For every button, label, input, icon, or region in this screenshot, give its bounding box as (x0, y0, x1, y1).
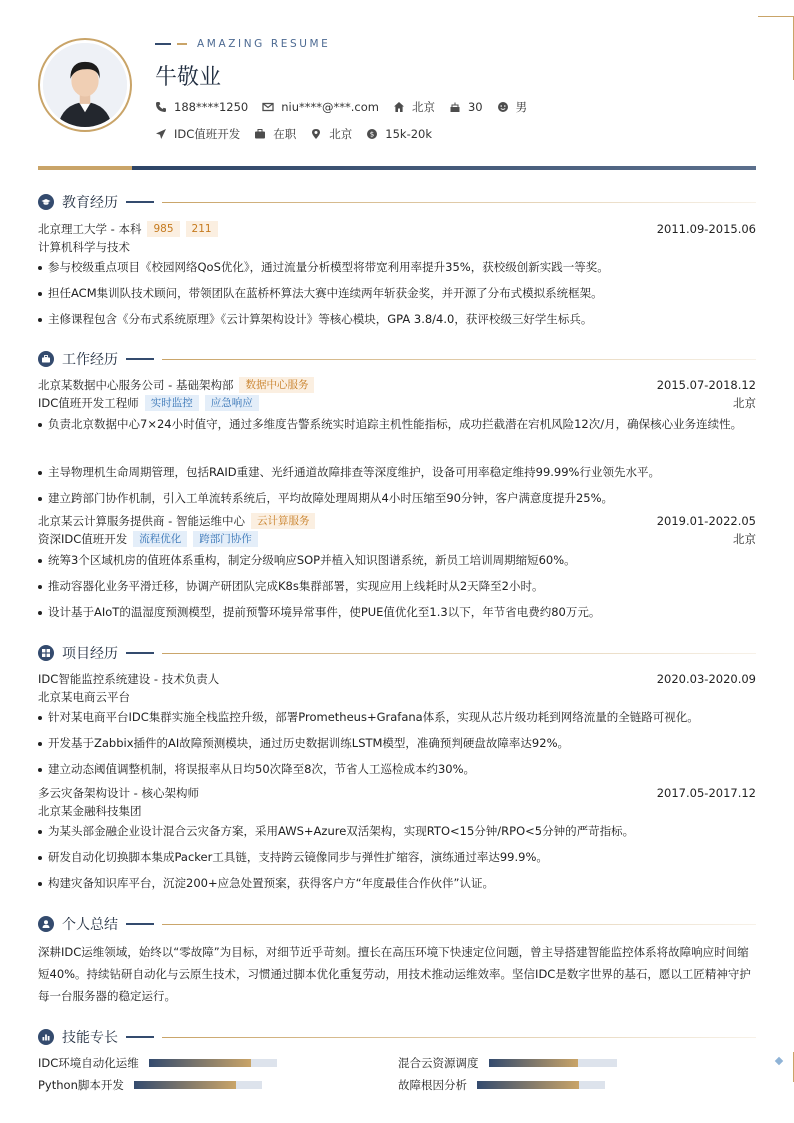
skill-item (398, 1055, 617, 1071)
section-line (162, 1037, 756, 1038)
job-role-row (38, 531, 756, 547)
mail-icon (262, 101, 274, 113)
user-icon (38, 916, 54, 932)
education-period: 2011.09-2015.06 (656, 222, 756, 236)
avatar-photo (43, 43, 127, 127)
tagline-line-gold (177, 43, 187, 45)
section-title-text: 项目经历 (62, 646, 118, 662)
section-title-text: 个人总结 (62, 917, 118, 933)
job-role-row (38, 395, 756, 411)
gender-item (497, 99, 528, 115)
section-line (162, 653, 756, 654)
age-text: 30 (467, 100, 483, 114)
project-bullet: 建立动态阈值调整机制，将误报率从日均50次降至8次，节省人工巡检成本约30%。 (38, 759, 756, 780)
job-role: 资深IDC值班开发 (38, 532, 128, 546)
section-accent (126, 923, 154, 925)
candidate-name: 牛敬业 (155, 65, 222, 90)
home-icon (393, 101, 405, 113)
skill-bar-fill (477, 1081, 579, 1089)
job-period: 2019.01-2022.05 (656, 514, 756, 528)
status-text: 在职 (273, 127, 297, 141)
tagline-line-navy (155, 43, 171, 45)
section-education-title (38, 192, 756, 212)
summary-text: 深耕IDC运维领域，始终以“零故障”为目标，对细节近乎苛刻。擅长在高压环境下快速定位问题，曾主导搭建智能监控体系将故障响应时间缩短40%。持续钻研自动化与云原生技术，习惯通过脚本优化重复劳动，用技术推动运维效率。坚信IDC是数字世界的基石，愿以工匠精神守护每一台服务器的稳定运行。 (38, 945, 751, 1003)
section-work-title (38, 349, 756, 369)
skill-item (38, 1077, 262, 1093)
job-bullet: 推动容器化业务平滑迁移，协调产研团队完成K8s集群部署，实现应用上线耗时从2天降至2小时。 (38, 576, 756, 597)
email-item (262, 100, 379, 114)
corner-decoration-bottom (774, 1052, 794, 1082)
section-skills-title (38, 1027, 756, 1047)
skill-bar-fill (489, 1059, 579, 1067)
job-period: 2015.07-2018.12 (656, 378, 756, 392)
project-header-row (38, 785, 756, 801)
skill-name: Python脚本开发 (38, 1078, 124, 1092)
briefcase-icon (254, 128, 266, 140)
send-icon (155, 128, 167, 140)
tagline (155, 38, 330, 50)
skill-bar (477, 1081, 605, 1089)
face-icon (497, 101, 509, 113)
city-item (393, 99, 435, 115)
project-bullet: 研发自动化切换脚本集成Packer工具链，支持跨云镜像同步与弹性扩缩容，演练通过率达99.9%。 (38, 847, 756, 868)
education-bullet: 担任ACM集训队技术顾问，带领团队在蓝桥杯算法大赛中连续两年斩获金奖，并开源了分布式模拟系统框架。 (38, 283, 756, 304)
skill-item (38, 1055, 277, 1071)
role-tag: 实时监控 (145, 395, 199, 411)
section-title-text: 工作经历 (62, 352, 118, 368)
header-divider-navy (132, 166, 756, 170)
skill-item (398, 1077, 605, 1093)
phone-icon (155, 101, 167, 113)
avatar (38, 38, 132, 132)
header-divider-gold (38, 166, 132, 170)
graduation-cap-icon (38, 194, 54, 210)
job-intent-row (155, 126, 446, 142)
project-period: 2017.05-2017.12 (656, 786, 756, 800)
email-text: niu****@***.com (281, 100, 379, 114)
cake-icon (449, 101, 461, 113)
money-icon (366, 128, 378, 140)
skill-bar-fill (134, 1081, 236, 1089)
project-org: 北京某金融科技集团 (38, 804, 142, 818)
skill-bar (134, 1081, 262, 1089)
project-bullet: 针对某电商平台IDC集群实施全栈监控升级，部署Prometheus+Grafana体系，实现从芯片级功耗到网络流量的全链路可视化。 (38, 707, 756, 728)
job-bullet: 负责北京数据中心7×24小时值守，通过多维度告警系统实时追踪主机性能指标，成功拦截潜在宕机风险12次/月，确保核心业务连续性。 (38, 414, 756, 435)
section-accent (126, 201, 154, 203)
gender-text: 男 (515, 100, 528, 114)
contact-row (155, 99, 541, 115)
role-tag: 应急响应 (205, 395, 259, 411)
project-org: 北京某电商云平台 (38, 690, 130, 704)
role-tag: 跨部门协作 (193, 531, 258, 547)
project-bullet: 开发基于Zabbix插件的AI故障预测模块，通过历史数据训练LSTM模型，准确预判硬盘故障率达92%。 (38, 733, 756, 754)
skill-bar (489, 1059, 617, 1067)
svg-text:$: $ (370, 130, 375, 139)
skill-bar (149, 1059, 277, 1067)
job-location: 北京 (733, 532, 756, 546)
project-header-row (38, 671, 756, 687)
section-title-text: 技能专长 (62, 1030, 118, 1046)
company-name: 北京某数据中心服务公司 - 基础架构部 (38, 378, 234, 392)
company-name: 北京某云计算服务提供商 - 智能运维中心 (38, 514, 245, 528)
education-major: 计算机科学与技术 (38, 240, 130, 254)
salary-text: 15k-20k (385, 127, 433, 141)
project-name: IDC智能监控系统建设 - 技术负责人 (38, 672, 220, 686)
section-accent (126, 1036, 154, 1038)
education-bullet: 参与校级重点项目《校园网络QoS优化》，通过流量分析模型将带宽利用率提升35%，获校级创新实践一等奖。 (38, 257, 756, 278)
project-name: 多云灾备架构设计 - 核心架构师 (38, 786, 199, 800)
corner-decoration (758, 16, 794, 80)
tagline-text: AMAZING RESUME (197, 38, 331, 50)
company-tag: 云计算服务 (251, 513, 316, 529)
job-bullet: 设计基于AIoT的温湿度预测模型，提前预警环境异常事件，使PUE值优化至1.3以下，年节省电费约80万元。 (38, 602, 756, 623)
city-text: 北京 (411, 100, 435, 114)
project-bullet: 构建灾备知识库平台，沉淀200+应急处置预案，获得客户方“年度最佳合作伙伴”认证。 (38, 873, 756, 894)
education-bullet: 主修课程包含《分布式系统原理》《云计算架构设计》等核心模块，GPA 3.8/4.0，获评校级三好学生标兵。 (38, 309, 756, 330)
skill-name: IDC环境自动化运维 (38, 1056, 139, 1070)
status-item (254, 126, 296, 142)
company-tag: 数据中心服务 (239, 377, 314, 393)
skill-name: 混合云资源调度 (398, 1056, 479, 1070)
section-line (162, 202, 756, 203)
section-title-text: 教育经历 (62, 195, 118, 211)
phone-text: 188****1250 (174, 100, 249, 114)
job-bullet: 统筹3个区域机房的值班体系重构，制定分级响应SOP并植入知识图谱系统，新员工培训周期缩短60%。 (38, 550, 756, 571)
phone-item (155, 100, 248, 114)
section-line (162, 359, 756, 360)
project-period: 2020.03-2020.09 (656, 672, 756, 686)
education-header-row (38, 221, 756, 237)
pin-icon (310, 128, 322, 140)
skill-name: 故障根因分析 (398, 1078, 467, 1092)
position-text: IDC值班开发 (174, 127, 241, 141)
role-tag: 流程优化 (133, 531, 187, 547)
job-bullet: 主导物理机生命周期管理，包括RAID重建、光纤通道故障排查等深度维护，设备可用率稳定维持99.99%行业领先水平。 (38, 462, 756, 483)
section-accent (126, 358, 154, 360)
job-bullet: 建立跨部门协作机制，引入工单流转系统后，平均故障处理周期从4小时压缩至90分钟，客户满意度提升25%。 (38, 488, 756, 509)
project-bullet: 为某头部金融企业设计混合云灾备方案，采用AWS+Azure双活架构，实现RTO<15分钟/RPO<5分钟的严苛指标。 (38, 821, 756, 842)
section-projects-title (38, 643, 756, 663)
job-role: IDC值班开发工程师 (38, 396, 139, 410)
target-city-text: 北京 (329, 127, 353, 141)
section-summary-title (38, 914, 756, 934)
job-header-row (38, 513, 756, 529)
position-item (155, 126, 240, 142)
section-accent (126, 652, 154, 654)
salary-item (366, 127, 432, 141)
job-location: 北京 (733, 396, 756, 410)
target-city-item (310, 126, 352, 142)
school-tag: 985 (147, 221, 179, 237)
age-item (449, 100, 483, 114)
section-line (162, 924, 756, 925)
chart-icon (38, 1029, 54, 1045)
job-header-row (38, 377, 756, 393)
school-tag: 211 (186, 221, 218, 237)
school-name: 北京理工大学 - 本科 (38, 222, 142, 236)
work-icon (38, 351, 54, 367)
skill-bar-fill (149, 1059, 251, 1067)
project-icon (38, 645, 54, 661)
